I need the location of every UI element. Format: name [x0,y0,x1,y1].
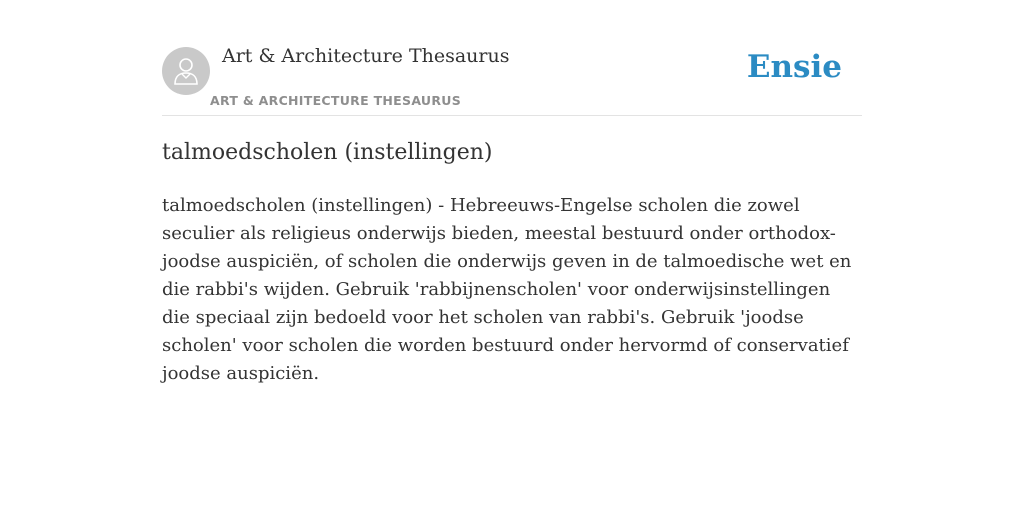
user-silhouette-icon [174,57,198,85]
entry-definition: talmoedscholen (instellingen) - Hebreeuws-Engelse scholen die zowel seculier als religieus onderwijs bieden, meestal bestuurd onder orthodox-joodse auspiciën, of scholen die onderwijs geven in de talmoedische wet en die rabbi's wijden. Gebruik 'rabbijnenscholen' voor onderwijsinstellingen die speciaal zijn bedoeld voor het scholen van rabbi's. Gebruik 'joodse scholen' voor scholen die worden bestuurd onder hervormd of conservatief joodse auspiciën. [162,195,852,384]
source-subtitle: ART & ARCHITECTURE THESAURUS [210,93,462,108]
source-header [162,0,862,116]
page-container [162,0,862,384]
ensie-logo[interactable]: Ensie [746,49,842,85]
source-avatar[interactable] [162,47,210,95]
entry-title: talmoedscholen (instellingen) [162,140,493,165]
source-name-link[interactable]: Art & Architecture Thesaurus [222,45,510,67]
